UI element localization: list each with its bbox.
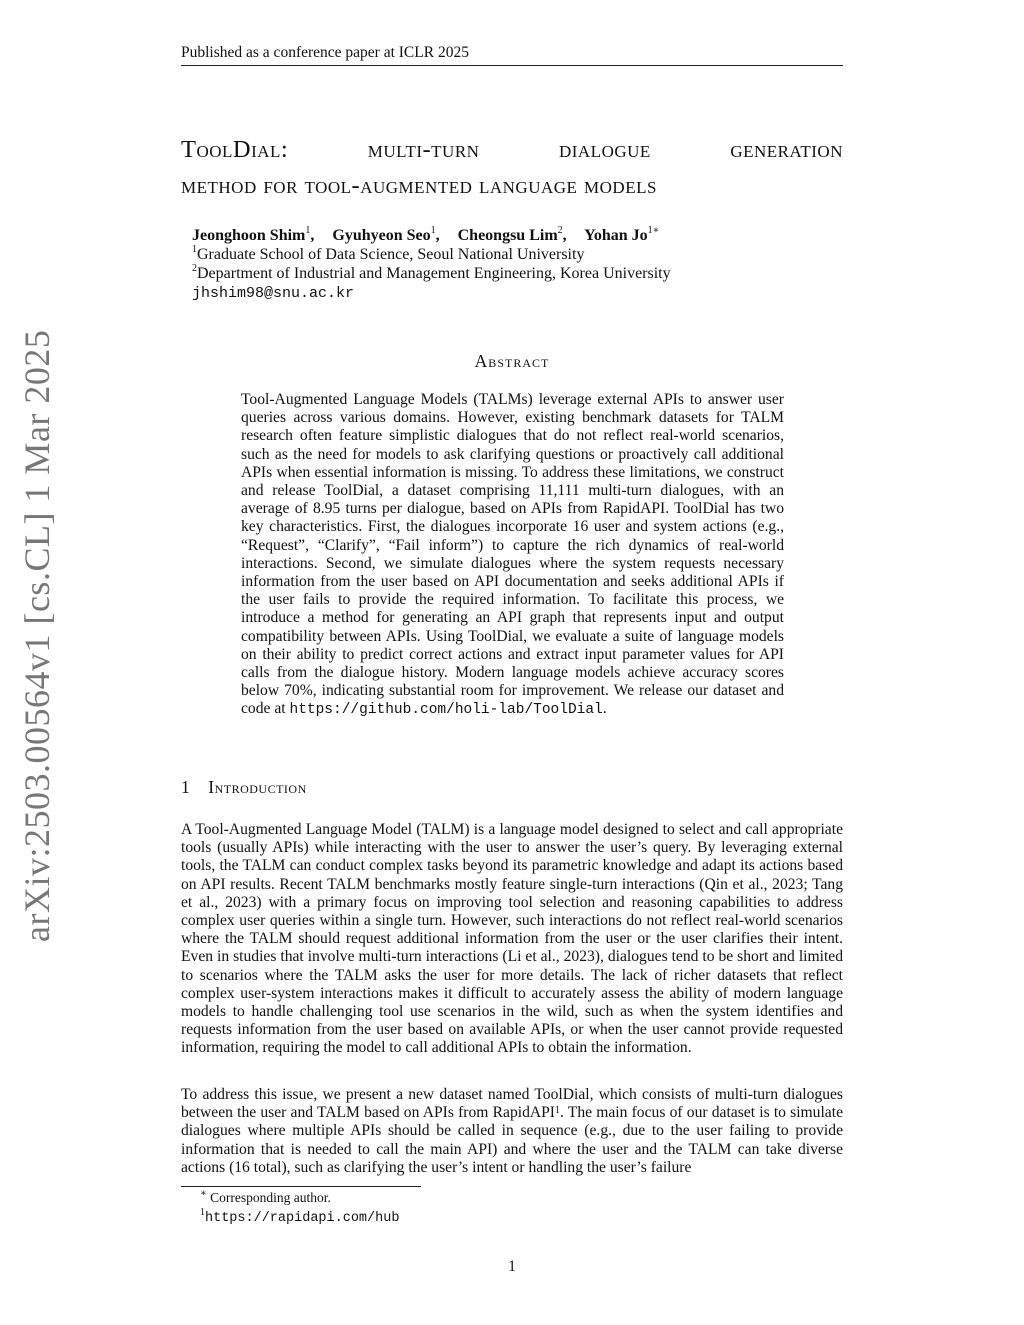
header-rule — [181, 65, 843, 66]
author-email: jhshim98@snu.ac.kr — [192, 285, 355, 302]
title-word: generation — [730, 136, 843, 163]
section-heading: 1 Introduction — [181, 777, 307, 797]
intro-paragraph-2: To address this issue, we present a new dataset named ToolDial, which consists of multi-turn dialogues between the user and TALM based on APIs from RapidAPI$^1$. The main focus of our dataset is to simulate dialogues where multiple APIs should be called in sequence (e.g., due to the user failing to provide information that is needed to call the main API) and where the user and the TALM can take diverse actions (16 total), such as clarifying the user’s intent or handling the user’s failure — [181, 1086, 843, 1176]
abstract-body: Tool-Augmented Language Models (TALMs) leverage external APIs to answer user queries across various domains. However, existing benchmark datasets for TALM research often feature simplistic dialogues that do not reflect real-world scenarios, such as the need for models to ask clarifying questions or proactively call additional APIs when essential information is missing. To address these limitations, we construct and release ToolDial, a dataset comprising 11,111 multi-turn dialogues, with an average of 8.95 turns per dialogue, based on APIs from RapidAPI. ToolDial has two key characteristics. First, the dialogues incorporate 16 user and system actions (e.g., “Request”, “Clarify”, “Fail inform”) to capture the rich dynamics of real-world interactions. Second, we simulate dialogues where the system requests necessary information from the user based on API documentation and seeks additional APIs if the user fails to provide the required information. To facilitate this process, we introduce a method for generating an API graph that represents input and output compatibility between APIs. Using ToolDial, we evaluate a suite of language models on their ability to predict correct actions and extract input parameter values for API calls from the dialogue history. Modern language models achieve accuracy scores below 70%, indicating substantial room for improvement. We release our dataset and code at https://github.com/holi-lab/ToolDial. — [241, 391, 784, 719]
author: Yohan $Jo^{1∗}$ — [584, 225, 660, 244]
title-word: multi-turn — [367, 136, 480, 163]
title-line-2: method for tool-augmented language models — [181, 172, 657, 199]
title-word: ToolDial: — [181, 136, 289, 163]
footnote-rule — [181, 1186, 421, 1187]
page-number: 1 — [508, 1258, 516, 1275]
arxiv-stamp: arXiv:2503.00564v1 [cs.CL] 1 Mar 2025 — [17, 329, 57, 942]
intro-paragraph-1: A Tool-Augmented Language Model (TALM) is a language model designed to select and call appropriate tools (usually APIs) while interacting with the user to answer the user’s query. By leveraging external tools, the TALM can conduct complex tasks beyond its parametric knowledge and adapt its actions based on API results. Recent TALM benchmarks mostly feature single-turn interactions (Qin et al., 2023; Tang et al., 2023) with a primary focus on improving tool selection and reasoning capabilities to address complex user queries within a single turn. However, such interactions do not reflect real-world scenarios where the TALM should request additional information from the user or the user clarifies their intent. Even in studies that involve multi-turn interactions (Li et al., 2023), dialogues tend to be short and limited to scenarios where the TALM asks the user for more details. The lack of richer datasets that reflect complex user-system interactions makes it difficult to accurately assess the ability of modern language models to handle challenging tool use scenarios in the wild, such as when the system identifies and requests information from the user based on available APIs, or when the user cannot provide requested information, requiring the model to call additional APIs to obtain the information. — [181, 821, 843, 1057]
affiliation: $^2$Department of Industrial and Management Engineering, Korea University — [192, 263, 671, 282]
abstract-heading: Abstract — [474, 351, 550, 371]
author: Jeonghoon Shim$^1$, — [192, 225, 315, 244]
repo-link[interactable]: https://github.com/holi-lab/ToolDial — [289, 702, 603, 719]
author: Cheongsu Lim$^2$, — [457, 225, 567, 244]
author-list — [192, 227, 673, 245]
footnote: ∗ Corresponding author. — [200, 1188, 331, 1205]
footnote-ref[interactable]: 1 — [555, 1105, 560, 1117]
title-word: dialogue — [558, 136, 651, 163]
paper-title — [181, 132, 843, 204]
affiliation: $^1$Graduate School of Data Science, Seoul National University — [192, 244, 585, 263]
author: Gyuhyeon Seo$^1$, — [332, 225, 440, 244]
footnote-link[interactable]: https://rapidapi.com/hub — [205, 1211, 400, 1226]
running-header: Published as a conference paper at ICLR 2025 — [181, 44, 469, 61]
footnote: $^1$https://rapidapi.com/hub — [200, 1207, 400, 1226]
